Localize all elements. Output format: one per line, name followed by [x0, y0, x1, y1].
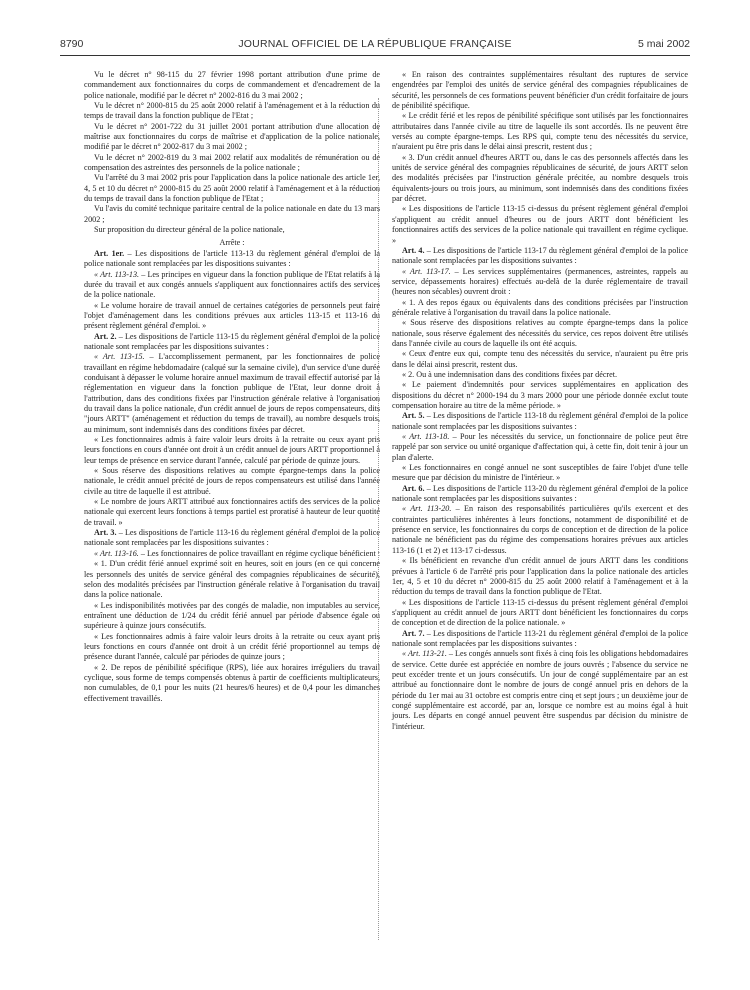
quoted-article-label: « Art. 113-18. — [402, 432, 450, 442]
article-text: – Les congés annuels sont fixés à cinq fois les obligations hebdomadaires de service. Cette durée est appréciée en nombre de jours ouvrés ; l'absence du service ne peut excéder trente et un jours consécutifs. Un jour de congé supplémentaire par an est attribué au fonctionnaire dont le nombre de jours de congé annuel pris en dehors de la période du 1er mai au 31 octobre est compris entre cinq et sept jours ; un deuxième jour de congé supplémentaire est accordé, par an, lorsque ce nombre est au moins égal à huit jours. Les départs en congé annuel peuvent être suspendus par décision du ministre de l'intérieur. — [392, 649, 688, 731]
text-paragraph: « 2. Ou à une indemnisation dans des conditions fixées par décret. — [402, 369, 618, 379]
text-paragraph: Vu le décret n° 2002-819 du 3 mai 2002 relatif aux modalités de rémunération ou de compensation des astreintes des personnels de la police nationale ; — [84, 152, 380, 173]
text-paragraph: « Sous réserve des dispositions relatives au compte épargne-temps dans la police nationale, le crédit annuel précité de jours de repos compensateurs est utilisé dans l'année civile au titre de laquelle il est attribué. — [84, 466, 380, 496]
text-paragraph: « Ils bénéficient en revanche d'un crédit annuel de jours ARTT dans les conditions prévues à l'article 6 de l'arrêté pris pour l'application dans la police nationale des articles 1er, 4, 5 et 10 du décret n° 2000-815 du 25 août 2000 relatif à l'aménagement et à la réduction du temps de travail dans la fonction publique de l'Etat. — [392, 556, 688, 597]
header-rule — [60, 55, 690, 56]
article-text: – Les dispositions de l'article 113-16 du règlement général d'emploi de la police nationale sont remplacées par les dispositions suivantes : — [84, 528, 380, 548]
issue-date: 5 mai 2002 — [638, 38, 690, 50]
article-label: Art. 4. — [402, 245, 425, 255]
article-text: – Pour les nécessités du service, un fonctionnaire de police peut être rappelé par son service ou unité organique d'affectation qui, à cette fin, doit tenir à jour un plan d'alerte. — [392, 432, 689, 462]
quoted-article-paragraph — [392, 432, 688, 463]
quoted-article-label: « Art. 113-16. — [94, 548, 139, 558]
quoted-article-paragraph — [84, 270, 380, 301]
article-text: – Les dispositions de l'article 113-15 du règlement général d'emploi de la police nationale sont remplacées par les dispositions suivantes : — [84, 331, 380, 351]
decree-heading: Arrête : — [219, 237, 245, 247]
article-label: Art. 1er. — [94, 248, 125, 258]
article-paragraph — [84, 528, 380, 549]
quoted-article-label: « Art. 113-13. — [94, 269, 140, 279]
quoted-article-label: « Art. 113-21. — [402, 649, 447, 659]
article-text: – Les principes en vigueur dans la fonction publique de l'Etat relatifs à la durée du travail et aux congés annuels s'appliquent aux fonctionnaires actifs des services de la police nationale. — [84, 269, 380, 300]
text-paragraph: « Le crédit férié et les repos de pénibilité spécifique sont utilisés par les fonctionnaires attributaires dans l'année civile au titre de laquelle ils sont accordés. Ils ne peuvent être versés au compte épargne-temps. Les RPS qui, compte tenu des nécessités du service, n'auraient pu être pris dans le délai ainsi prescrit, restent dus ; — [392, 111, 688, 152]
text-paragraph: « 2. De repos de pénibilité spécifique (RPS), liée aux horaires irréguliers du travail cyclique, sous forme de temps compensés obtenus à partir de coefficients multiplicateurs, non cumulables, de 0,1 pour les nuits (21 heures/6 heures) et de 0,4 pour les dimanches effectivement travaillés. — [84, 662, 380, 703]
article-paragraph — [392, 629, 688, 650]
text-paragraph: Vu le décret n° 2000-815 du 25 août 2000 relatif à l'aménagement et à la réduction du temps de travail dans la fonction publique de l'Etat ; — [84, 101, 380, 121]
text-paragraph: « Les fonctionnaires admis à faire valoir leurs droits à la retraite ou ceux ayant pris leurs fonctions en cours d'année ont droit à un crédit férié proportionnel au temps de présence durant l'année, calculé par périodes de quinze jours ; — [84, 631, 380, 662]
article-paragraph — [392, 246, 688, 267]
text-paragraph: « Les dispositions de l'article 113-15 ci-dessus du présent règlement général d'emploi s'appliquent au crédit annuel de jours ARTT dont bénéficient les fonctionnaires du corps de conception et de direction de la police nationale. » — [392, 597, 688, 628]
quoted-article-label: « Art. 113-20. — [402, 504, 452, 514]
text-paragraph: « Les dispositions de l'article 113-15 ci-dessus du présent règlement général d'emploi s'appliquent au crédit annuel d'heures ou de jours ARTT dont bénéficient les fonctionnaires actifs des services de la police nationale qui travaillent en régime cyclique. » — [392, 204, 688, 245]
article-label: Art. 6. — [402, 483, 425, 493]
article-text: – Les dispositions de l'article 113-20 du règlement général d'emploi de la police nationale sont remplacées par les dispositions suivantes : — [392, 483, 688, 504]
text-paragraph: « Le nombre de jours ARTT attribué aux fonctionnaires actifs des services de la police nationale qui exercent leurs fonctions à temps partiel est proratisé à hauteur de leur quotité de travail. » — [84, 497, 380, 527]
article-paragraph — [392, 484, 688, 505]
text-paragraph: « En raison des contraintes supplémentaires résultant des ruptures de service engendrées par l'emploi des unités de service général des compagnies républicaines de sécurité, les personnels de ces formations peuvent bénéficier d'un crédit forfaitaire de jours de pénibilité spécifique. — [392, 70, 688, 111]
journal-title: JOURNAL OFFICIEL DE LA RÉPUBLIQUE FRANÇAISE — [238, 38, 512, 50]
text-paragraph: « 3. D'un crédit annuel d'heures ARTT ou, dans le cas des personnels affectés dans les unités de service général des compagnies républicaines de sécurité, de jours ARTT selon des modalités précisées par l'instruction générale précitée, au nombre desquels trois équivalents-jours ou trois jours, au minimum, sont indemnisés dans des conditions fixées par décret. — [392, 152, 688, 204]
text-paragraph: « Le volume horaire de travail annuel de certaines catégories de personnels peut faire l'objet d'aménagement dans les conditions prévues aux articles 113-15 et 113-16 du présent règlement général d'emploi. » — [84, 300, 380, 331]
text-paragraph: « Le paiement d'indemnités pour services supplémentaires en application des dispositions du décret n° 2000-194 du 3 mars 2000 pour une période donnée exclut toute compensation horaire au titre de la même période. » — [392, 380, 688, 410]
text-paragraph: « Sous réserve des dispositions relatives au compte épargne-temps dans la police nationale, sous réserve également des nécessités du service, ces repos doivent être utilisés dans l'année civile au cours de laquelle ils ont été acquis. — [392, 318, 688, 348]
text-paragraph: « Les fonctionnaires admis à faire valoir leurs droits à la retraite ou ceux ayant pris leurs fonctions en cours d'année ont droit à un crédit annuel de jours ARTT proportionnel à leur temps de présence en service durant l'année, calculé par période de quinze jours. — [84, 435, 380, 465]
quoted-article-paragraph — [392, 267, 688, 298]
page-number: 8790 — [60, 38, 84, 50]
quoted-article-paragraph — [84, 352, 380, 435]
text-paragraph: « Ceux d'entre eux qui, compte tenu des nécessités du service, n'auraient pu être pris dans le délai ainsi prescrit, restent dus. — [392, 349, 688, 369]
article-text: – L'accomplissement permanent, par les fonctionnaires de police travaillant en régime hebdomadaire (calqué sur la semaine civile), d'un service d'une durée conduisant à dépasser le volume horaire annuel maximum de travail effectif autorisé par la réglementation en vigueur dans la fonction publique de l'Etat, leur donne droit à l'attribution, dans des conditions fixées par l'instruction générale relative à l'organisation du travail dans la police nationale, d'un crédit annuel de jours de repos compensateurs, dits "jours ARTT" (aménagement et réduction du temps de travail), au nombre desquels trois, au minimum, sont indemnisés dans des conditions fixées par décret. — [84, 352, 380, 434]
column-separator — [378, 98, 379, 940]
text-paragraph: Sur proposition du directeur général de la police nationale, — [94, 225, 285, 235]
text-paragraph: « Les fonctionnaires en congé annuel ne sont susceptibles de faire l'objet d'une telle mesure que par décision du ministre de l'intérieur. » — [392, 463, 688, 483]
article-text: – Les dispositions de l'article 113-21 du règlement général d'emploi de la police nationale sont remplacées par les dispositions suivantes : — [392, 628, 688, 648]
article-label: Art. 7. — [402, 628, 425, 638]
article-text: – Les dispositions de l'article 113-17 du règlement général d'emploi de la police nationale sont remplacées par les dispositions suivantes : — [392, 245, 688, 266]
text-paragraph: Vu l'arrêté du 3 mai 2002 pris pour l'application dans la police nationale des article 1er, 4, 5 et 10 du décret n° 2000-815 du 25 août 2000 relatif à l'aménagement et à la réduction du temps de travail dans la fonction publique de l'Etat ; — [84, 173, 380, 204]
article-paragraph — [84, 249, 380, 270]
article-label: Art. 2. — [94, 331, 117, 341]
article-text: – Les dispositions de l'article 113-18 du règlement général d'emploi de la police nationale sont remplacées par les dispositions suivantes : — [392, 411, 688, 431]
text-paragraph: Vu le décret n° 2001-722 du 31 juillet 2001 portant attribution d'une allocation de maîtrise aux fonctionnaires du corps de maîtrise et d'application de la police nationale, modifié par le décret n° 2002-817 du 3 mai 2002 ; — [84, 121, 380, 152]
quoted-article-paragraph — [392, 649, 688, 732]
article-text: – Les services supplémentaires (permanences, astreintes, rappels au service, dépassements horaires) effectués au-delà de la durée réglementaire de travail (heures non sécables) ouvrent droit : — [392, 266, 688, 297]
quoted-article-paragraph — [392, 504, 688, 556]
article-label: Art. 3. — [94, 528, 117, 538]
quoted-article-paragraph — [84, 549, 380, 559]
page-header — [60, 38, 690, 54]
text-paragraph: Vu l'avis du comité technique paritaire central de la police nationale en date du 13 mars 2002 ; — [84, 204, 380, 224]
article-text: – Les fonctionnaires de police travaillant en régime cyclique bénéficient : — [138, 548, 381, 558]
text-paragraph: « Les indisponibilités motivées par des congés de maladie, non imputables au service, entraînent une déduction de 1/24 du crédit férié annuel par période d'absence égale ou supérieure à quinze jours consécutifs. — [84, 600, 380, 631]
quoted-article-label: « Art. 113-17. — [402, 266, 451, 276]
article-label: Art. 5. — [402, 411, 425, 421]
article-paragraph — [392, 411, 688, 432]
article-paragraph — [84, 332, 380, 353]
article-text: – Les dispositions de l'article 113-13 du règlement général d'emploi de la police nationale sont remplacées par les dispositions suivantes : — [84, 248, 380, 269]
text-paragraph: « 1. D'un crédit férié annuel exprimé soit en heures, soit en jours (en ce qui concerne les personnels des unités de service général des compagnies républicaines de sécurité), selon des modalités précisées par l'instruction générale relative à l'organisation du travail dans la police nationale. — [84, 559, 380, 600]
quoted-article-label: « Art. 113-15. — [94, 352, 145, 362]
left-column — [84, 70, 380, 704]
text-paragraph: « 1. A des repos égaux ou équivalents dans des conditions précisées par l'instruction générale relative à l'organisation du travail dans la police nationale. — [392, 297, 688, 317]
article-text: – En raison des responsabilités particulières qu'ils exercent et des contraintes particulières inhérentes à leurs fonctions, notamment de disponibilité et de présence en service, les fonctionnaires du corps de conception et de direction de la police nationale ne bénéficient pas du régime des compensations horaires prévues aux articles 113-16 (1 et 2) et 113-17 ci-dessus. — [392, 504, 688, 555]
text-paragraph: Vu le décret n° 98-115 du 27 février 1998 portant attribution d'une prime de commandement aux fonctionnaires du corps de commandement et d'encadrement de la police nationale, modifié par le décret n° 2002-816 du 3 mai 2002 ; — [84, 70, 380, 100]
right-column — [392, 70, 688, 732]
